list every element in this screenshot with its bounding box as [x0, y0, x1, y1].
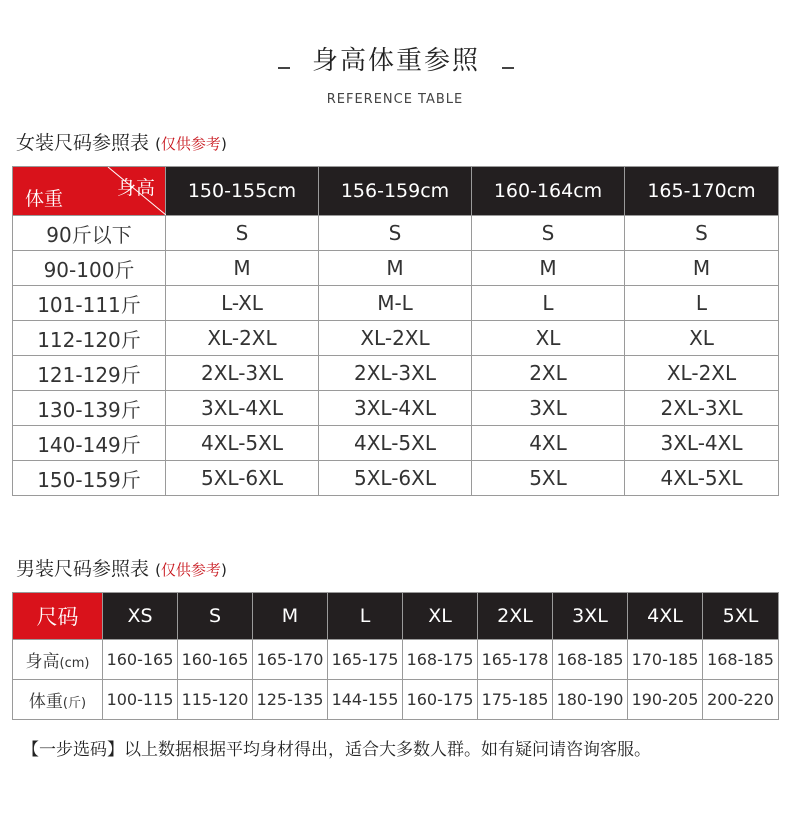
corner-header — [13, 167, 166, 216]
size-cell: 2XL — [472, 356, 625, 391]
table-row — [13, 286, 779, 321]
size-cell: S — [319, 216, 472, 251]
men-note: 仅供参考 — [160, 561, 221, 579]
height-row-label — [13, 640, 103, 680]
size-header: 4XL — [628, 593, 703, 640]
women-size-table — [12, 166, 779, 496]
corner-height-label: 身高 — [116, 177, 155, 199]
page-title — [0, 44, 790, 86]
men-title: 男装尺码参照表 — [16, 558, 150, 580]
size-header: XS — [103, 593, 178, 640]
size-header: 3XL — [553, 593, 628, 640]
title-dash-left-line — [278, 67, 290, 69]
size-cell: XL-2XL — [166, 321, 319, 356]
men-paren-close: ) — [220, 561, 227, 579]
weight-label-cell: 112-120斤 — [13, 321, 166, 356]
table-row — [13, 426, 779, 461]
men-size-row — [13, 593, 779, 640]
size-header: M — [253, 593, 328, 640]
weight-cell: 175-185 — [478, 680, 553, 720]
size-cell: M — [472, 251, 625, 286]
column-header: 160-164cm — [472, 167, 625, 216]
column-header: 156-159cm — [319, 167, 472, 216]
size-header: 2XL — [478, 593, 553, 640]
women-note: 仅供参考 — [160, 135, 221, 153]
size-cell: 4XL-5XL — [625, 461, 779, 496]
size-cell: 3XL-4XL — [166, 391, 319, 426]
height-cell: 168-175 — [403, 640, 478, 680]
size-cell: 2XL-3XL — [319, 356, 472, 391]
weight-label: 体重 — [28, 692, 63, 712]
table-row — [13, 251, 779, 286]
size-cell: S — [472, 216, 625, 251]
women-paren-close: ) — [220, 135, 227, 153]
weight-cell: 190-205 — [628, 680, 703, 720]
height-cell: 165-170 — [253, 640, 328, 680]
weight-unit: (斤) — [62, 696, 87, 711]
height-cell: 168-185 — [553, 640, 628, 680]
size-cell: 2XL-3XL — [625, 391, 779, 426]
men-paren-open: ( — [155, 561, 161, 579]
men-weight-row — [13, 680, 779, 720]
height-label: 身高 — [25, 652, 60, 672]
size-cell: L-XL — [166, 286, 319, 321]
size-cell: S — [166, 216, 319, 251]
size-cell: 3XL-4XL — [625, 426, 779, 461]
size-cell: S — [625, 216, 779, 251]
size-cell: 3XL-4XL — [319, 391, 472, 426]
size-cell: 2XL-3XL — [166, 356, 319, 391]
table-row — [13, 391, 779, 426]
weight-cell: 115-120 — [178, 680, 253, 720]
size-cell: 5XL — [472, 461, 625, 496]
footer-note: 【一步选码】以上数据根据平均身材得出，适合大多数人群。如有疑问请咨询客服。 — [22, 740, 651, 760]
weight-cell: 144-155 — [328, 680, 403, 720]
women-paren-open: ( — [155, 135, 161, 153]
size-cell: 4XL-5XL — [319, 426, 472, 461]
title-text: 身高体重参照 — [311, 46, 480, 76]
size-header: L — [328, 593, 403, 640]
title-dash-right-line — [502, 67, 514, 69]
height-cell: 168-185 — [703, 640, 779, 680]
men-size-table — [12, 592, 779, 720]
size-header: 5XL — [703, 593, 779, 640]
size-cell: XL-2XL — [625, 356, 779, 391]
weight-cell: 180-190 — [553, 680, 628, 720]
weight-cell: 200-220 — [703, 680, 779, 720]
height-cell: 170-185 — [628, 640, 703, 680]
size-cell: XL — [472, 321, 625, 356]
height-cell: 160-165 — [178, 640, 253, 680]
height-cell: 160-165 — [103, 640, 178, 680]
women-title: 女装尺码参照表 — [16, 132, 150, 154]
men-section-title — [16, 554, 227, 581]
table-row — [13, 461, 779, 496]
size-header: S — [178, 593, 253, 640]
size-cell: M — [625, 251, 779, 286]
size-header: XL — [403, 593, 478, 640]
size-cell: 3XL — [472, 391, 625, 426]
height-cell: 165-175 — [328, 640, 403, 680]
women-header-row — [13, 167, 779, 216]
men-height-row — [13, 640, 779, 680]
size-cell: XL — [625, 321, 779, 356]
table-row — [13, 356, 779, 391]
weight-row-label — [13, 680, 103, 720]
size-cell: 5XL-6XL — [319, 461, 472, 496]
size-cell: M-L — [319, 286, 472, 321]
weight-label-cell: 150-159斤 — [13, 461, 166, 496]
weight-cell: 160-175 — [403, 680, 478, 720]
weight-label-cell: 140-149斤 — [13, 426, 166, 461]
weight-label-cell: 121-129斤 — [13, 356, 166, 391]
table-row — [13, 321, 779, 356]
weight-label-cell: 90斤以下 — [13, 216, 166, 251]
size-cell: 5XL-6XL — [166, 461, 319, 496]
weight-label-cell: 90-100斤 — [13, 251, 166, 286]
weight-label-cell: 101-111斤 — [13, 286, 166, 321]
size-cell: M — [319, 251, 472, 286]
column-header: 150-155cm — [166, 167, 319, 216]
size-cell: XL-2XL — [319, 321, 472, 356]
size-cell: M — [166, 251, 319, 286]
women-section-title — [16, 128, 227, 155]
column-header: 165-170cm — [625, 167, 779, 216]
size-label: 尺码 — [13, 593, 103, 640]
size-cell: 4XL-5XL — [166, 426, 319, 461]
weight-cell: 125-135 — [253, 680, 328, 720]
size-cell: L — [625, 286, 779, 321]
page-subtitle: REFERENCE TABLE — [326, 92, 464, 107]
weight-label-cell: 130-139斤 — [13, 391, 166, 426]
height-cell: 165-178 — [478, 640, 553, 680]
table-row — [13, 216, 779, 251]
weight-cell: 100-115 — [103, 680, 178, 720]
corner-weight-label: 体重 — [25, 188, 64, 210]
height-unit: (cm) — [59, 656, 90, 671]
page-header — [0, 44, 790, 107]
size-cell: L — [472, 286, 625, 321]
size-cell: 4XL — [472, 426, 625, 461]
